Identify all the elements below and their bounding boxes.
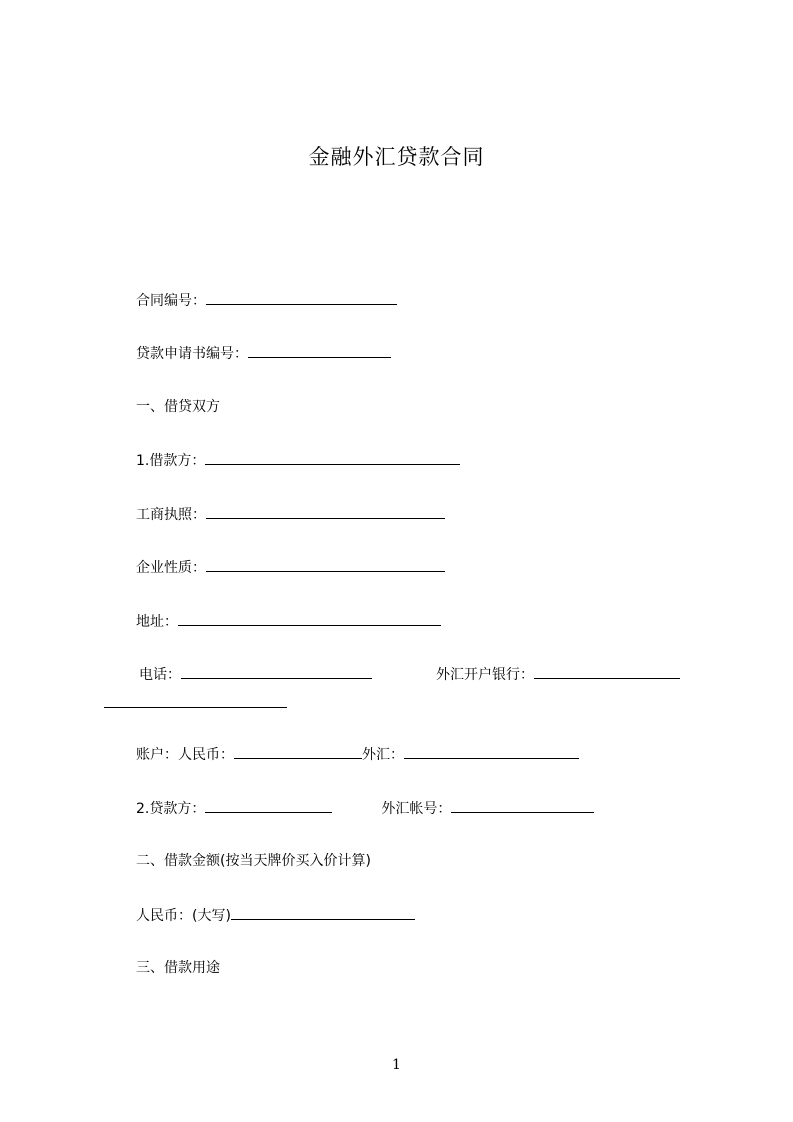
rmb-uppercase-label: 人民币：(大写) bbox=[136, 908, 231, 924]
account-fx-label: 外汇： bbox=[362, 747, 404, 763]
fx-account-number-label: 外汇帐号： bbox=[381, 801, 452, 817]
rmb-uppercase-line bbox=[136, 905, 415, 926]
lender-label: 2.贷款方： bbox=[136, 801, 206, 817]
account-rmb-label: 账户：人民币： bbox=[136, 747, 234, 763]
section-heading-parties: 一、借贷双方 bbox=[136, 399, 220, 415]
address-label: 地址： bbox=[136, 614, 178, 630]
fx-bank-blank bbox=[534, 664, 680, 679]
borrower-label: 1.借款方： bbox=[136, 453, 206, 469]
application-number-label: 贷款申请书编号： bbox=[136, 346, 248, 362]
section-heading-amount: 二、借款金额(按当天牌价买入价计算) bbox=[136, 853, 371, 869]
business-license-blank bbox=[206, 504, 445, 519]
contract-number-label: 合同编号： bbox=[136, 293, 206, 309]
account-line bbox=[136, 744, 579, 765]
fx-account-number-blank bbox=[451, 798, 594, 813]
lender-blank bbox=[205, 798, 332, 813]
enterprise-nature-line bbox=[136, 557, 445, 578]
document-title: 金融外汇贷款合同 bbox=[308, 145, 485, 169]
enterprise-nature-label: 企业性质： bbox=[136, 560, 206, 576]
application-number-blank bbox=[248, 343, 391, 358]
application-number-line bbox=[136, 343, 391, 364]
borrower-blank bbox=[205, 450, 460, 465]
contract-number-line bbox=[136, 290, 397, 311]
fx-bank-blank-continued bbox=[104, 693, 287, 708]
account-fx-blank bbox=[404, 744, 579, 759]
borrower-line bbox=[136, 450, 460, 471]
rmb-uppercase-blank bbox=[231, 905, 415, 920]
address-line bbox=[136, 611, 441, 632]
phone-label: 电话： bbox=[139, 667, 181, 683]
phone-blank bbox=[181, 664, 372, 679]
business-license-label: 工商执照： bbox=[136, 507, 206, 523]
address-blank bbox=[178, 611, 441, 626]
lender-line bbox=[136, 798, 594, 819]
page-number: 1 bbox=[392, 1057, 401, 1073]
account-rmb-blank bbox=[234, 744, 362, 759]
phone-bank-line bbox=[139, 664, 680, 685]
contract-number-blank bbox=[206, 290, 397, 305]
fx-bank-label: 外汇开户银行： bbox=[436, 667, 534, 683]
enterprise-nature-blank bbox=[206, 557, 445, 572]
section-heading-purpose: 三、借款用途 bbox=[136, 960, 220, 976]
business-license-line bbox=[136, 504, 445, 525]
